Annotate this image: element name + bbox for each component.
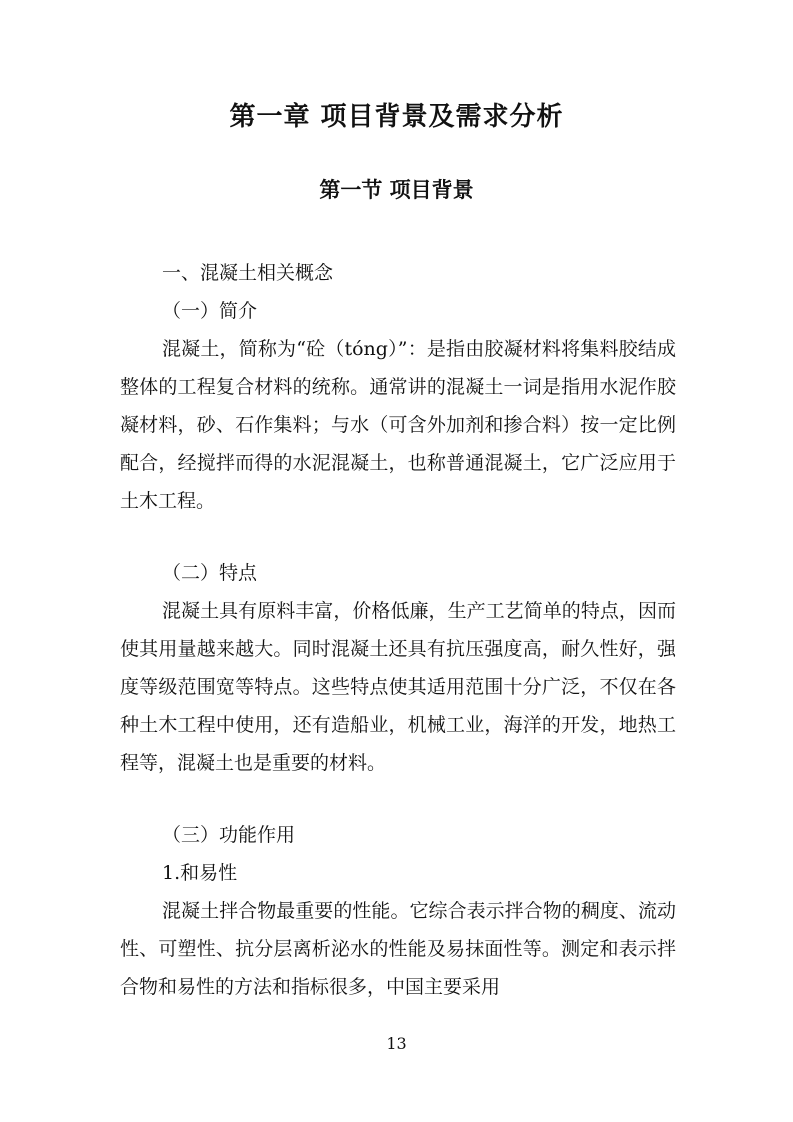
section-title: 第一节 项目背景 — [319, 178, 474, 202]
subheading-features: （二）特点 — [162, 562, 258, 584]
heading-level-1: 一、混凝土相关概念 — [162, 262, 334, 284]
item-workability: 1.和易性 — [162, 862, 238, 884]
paragraph-intro: 混凝土，简称为“砼（tóng）”：是指由胶凝材料将集料胶结成整体的工程复合材料的统称。通常讲的混凝土一词是指用水泥作胶凝材料，砂、石作集料；与水（可含外加剂和掺合料）按一定比例配合，经搅拌而得的水泥混凝土，也称普通混凝土，它广泛应用于土木工程。 — [120, 338, 676, 512]
paragraph-features: 混凝土具有原料丰富，价格低廉，生产工艺简单的特点，因而使其用量越来越大。同时混凝土还具有抗压强度高，耐久性好，强度等级范围宽等特点。这些特点使其适用范围十分广泛，不仅在各种土木工程中使用，还有造船业，机械工业，海洋的开发，地热工程等，混凝土也是重要的材料。 — [120, 600, 676, 774]
subheading-functions: （三）功能作用 — [162, 824, 296, 846]
page-number: 13 — [386, 1034, 407, 1053]
document-body — [120, 254, 676, 1006]
paragraph-gap — [120, 782, 676, 816]
subheading-intro: （一）简介 — [162, 300, 258, 322]
chapter-title: 第一章 项目背景及需求分析 — [229, 102, 564, 132]
paragraph-gap — [120, 520, 676, 554]
paragraph-workability: 混凝土拌合物最重要的性能。它综合表示拌合物的稠度、流动性、可塑性、抗分层离析泌水的性能及易抹面性等。测定和表示拌合物和易性的方法和指标很多，中国主要采用 — [120, 900, 676, 998]
